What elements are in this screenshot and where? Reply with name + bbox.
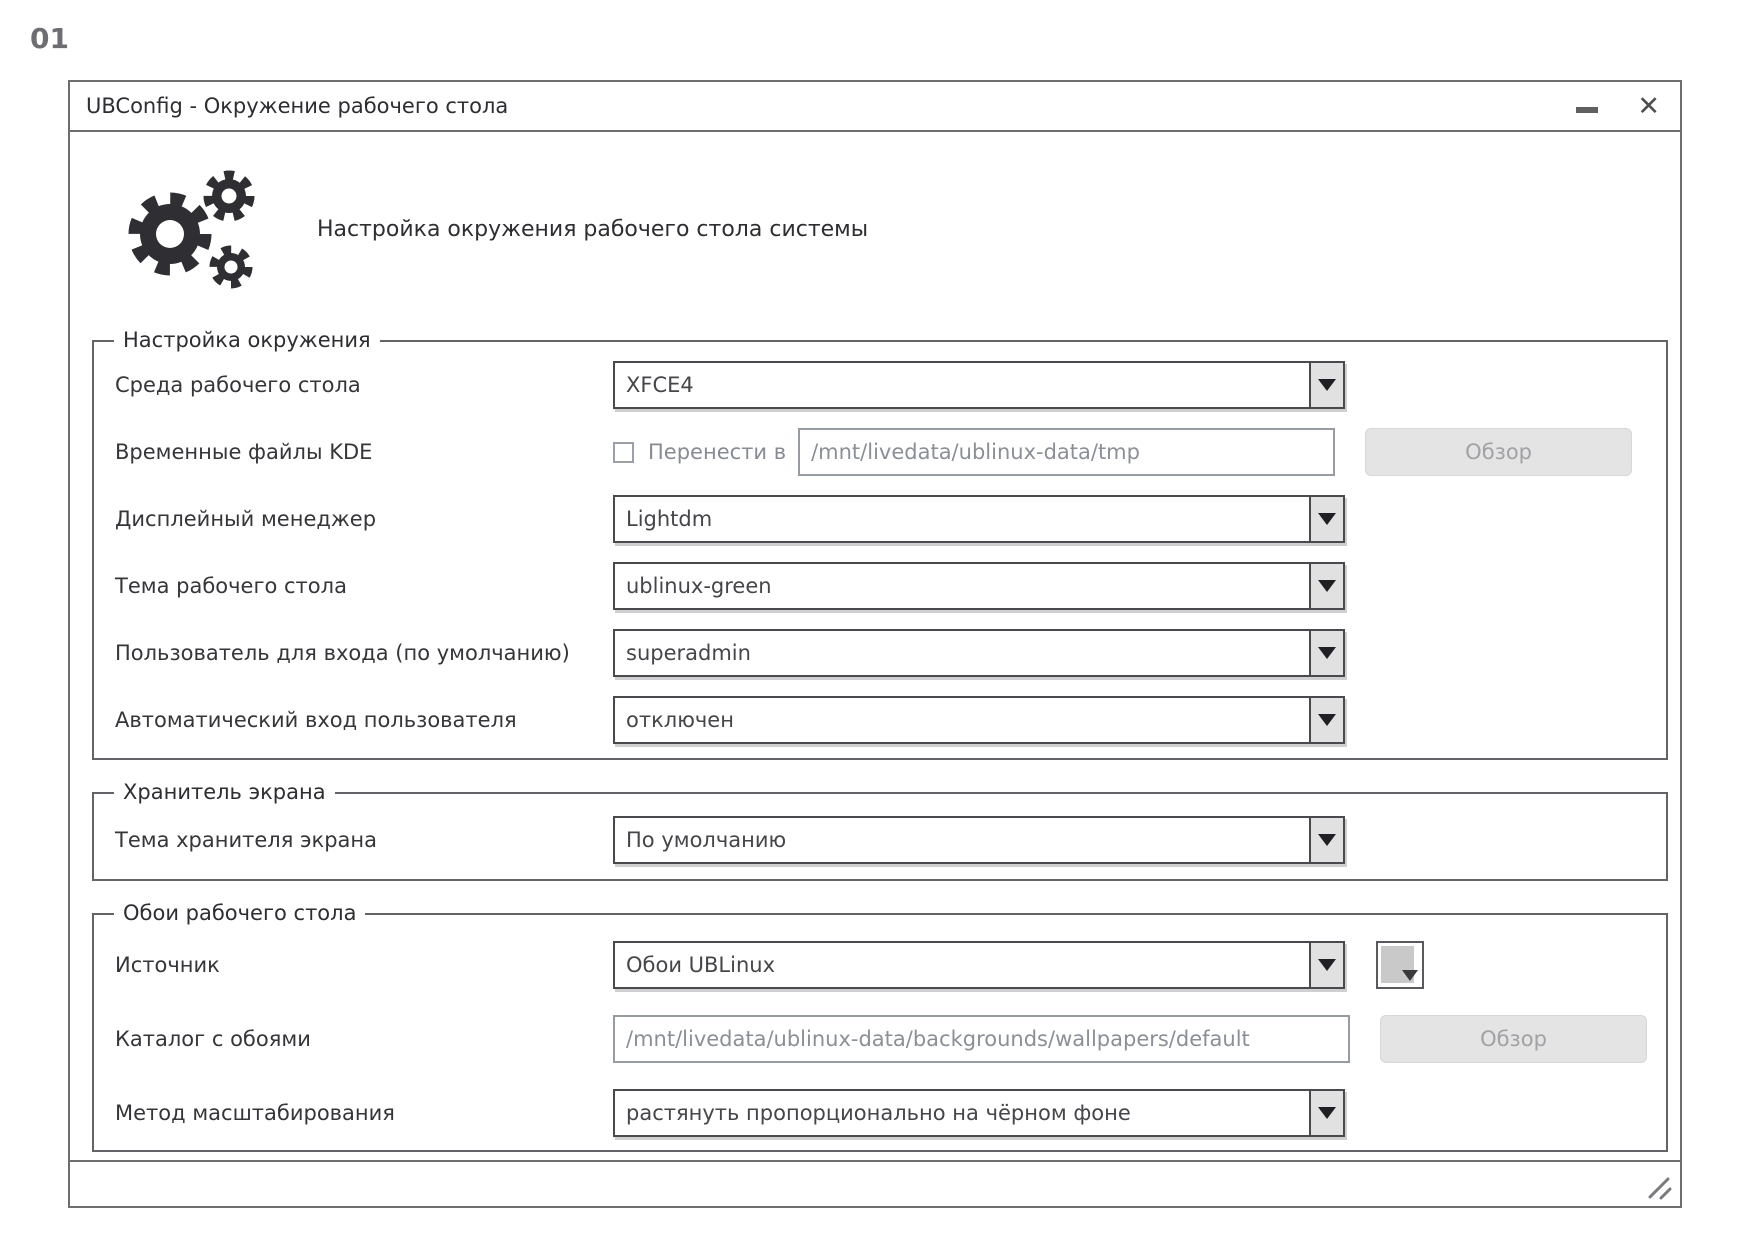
chevron-down-icon [1402,970,1418,981]
status-bar [70,1160,1680,1206]
row-wallpaper-source [94,941,1666,989]
wallpaper-directory-input[interactable] [613,1015,1350,1063]
screensaver-theme-label: Тема хранителя экрана [115,828,378,852]
chevron-down-icon [1318,959,1336,971]
wallpaper-directory-browse-button[interactable]: Обзор [1380,1015,1647,1063]
row-scaling-method [94,1089,1666,1137]
gears-icon [112,162,262,297]
scaling-method-value: растянуть пропорционально на чёрном фоне [626,1101,1131,1125]
wallpaper-directory-label: Каталог с обоями [115,1027,311,1051]
row-desktop-theme [94,562,1666,610]
row-screensaver-theme [94,816,1666,864]
autologin-select[interactable] [613,696,1345,744]
row-display-manager [94,495,1666,543]
autologin-value: отключен [626,708,734,732]
wallpaper-source-select[interactable] [613,941,1345,989]
chevron-down-icon [1318,580,1336,592]
chevron-down-icon [1318,1107,1336,1119]
dropdown-arrow-button[interactable] [1309,943,1343,987]
title-bar [70,82,1680,132]
wallpaper-source-picker-button[interactable] [1376,941,1424,989]
chevron-down-icon [1318,513,1336,525]
scaling-method-label: Метод масштабирования [115,1101,395,1125]
chevron-down-icon [1318,834,1336,846]
dialog-description: Настройка окружения рабочего стола системы [317,217,869,242]
autologin-label: Автоматический вход пользователя [115,708,517,732]
row-wallpaper-directory [94,1015,1666,1063]
display-manager-label: Дисплейный менеджер [115,507,377,531]
kde-tmp-label: Временные файлы KDE [115,440,373,464]
wallpaper-source-label: Источник [115,953,220,977]
desktop-environment-label: Среда рабочего стола [115,373,361,397]
page-number-label: 01 [30,22,69,55]
group-screensaver [92,780,1668,881]
dropdown-arrow-button[interactable] [1309,698,1343,742]
display-manager-value: Lightdm [626,507,713,531]
group-environment [92,328,1668,760]
login-user-label: Пользователь для входа (по умолчанию) [115,641,570,665]
close-icon: ✕ [1637,90,1660,122]
window-title: UBConfig - Окружение рабочего стола [86,94,509,118]
chevron-down-icon [1318,379,1336,391]
dropdown-arrow-button[interactable] [1309,363,1343,407]
display-manager-select[interactable] [613,495,1345,543]
scaling-method-select[interactable] [613,1089,1345,1137]
wallpaper-source-value: Обои UBLinux [626,953,776,977]
desktop-theme-label: Тема рабочего стола [115,574,347,598]
dropdown-arrow-button[interactable] [1309,818,1343,862]
close-button[interactable] [1637,90,1660,122]
kde-tmp-move-checkbox-label[interactable]: Перенести в [648,440,787,464]
minimize-icon [1576,107,1598,113]
kde-tmp-browse-button[interactable]: Обзор [1365,428,1632,476]
group-environment-legend: Настройка окружения [114,328,380,352]
dropdown-arrow-button[interactable] [1309,1091,1343,1135]
login-user-select[interactable] [613,629,1345,677]
row-desktop-environment [94,361,1666,409]
group-wallpaper-legend: Обои рабочего стола [114,901,365,925]
row-autologin [94,696,1666,744]
chevron-down-icon [1318,647,1336,659]
desktop-environment-value: XFCE4 [626,373,694,397]
dropdown-arrow-button[interactable] [1309,631,1343,675]
minimize-button[interactable] [1575,96,1599,116]
desktop-theme-select[interactable] [613,562,1345,610]
screensaver-theme-select[interactable] [613,816,1345,864]
dialog-header [70,132,1680,297]
row-kde-tmp [94,428,1666,476]
chevron-down-icon [1318,714,1336,726]
dropdown-arrow-button[interactable] [1309,564,1343,608]
desktop-theme-value: ublinux-green [626,574,772,598]
kde-tmp-move-checkbox[interactable] [613,442,634,463]
kde-tmp-path-input[interactable] [798,428,1335,476]
dropdown-arrow-button[interactable] [1309,497,1343,541]
group-screensaver-legend: Хранитель экрана [114,780,335,804]
resize-grip[interactable] [1644,1172,1674,1202]
desktop-environment-select[interactable] [613,361,1345,409]
login-user-value: superadmin [626,641,751,665]
row-login-user [94,629,1666,677]
group-wallpaper [92,901,1668,1152]
app-window [68,80,1682,1208]
screensaver-theme-value: По умолчанию [626,828,787,852]
